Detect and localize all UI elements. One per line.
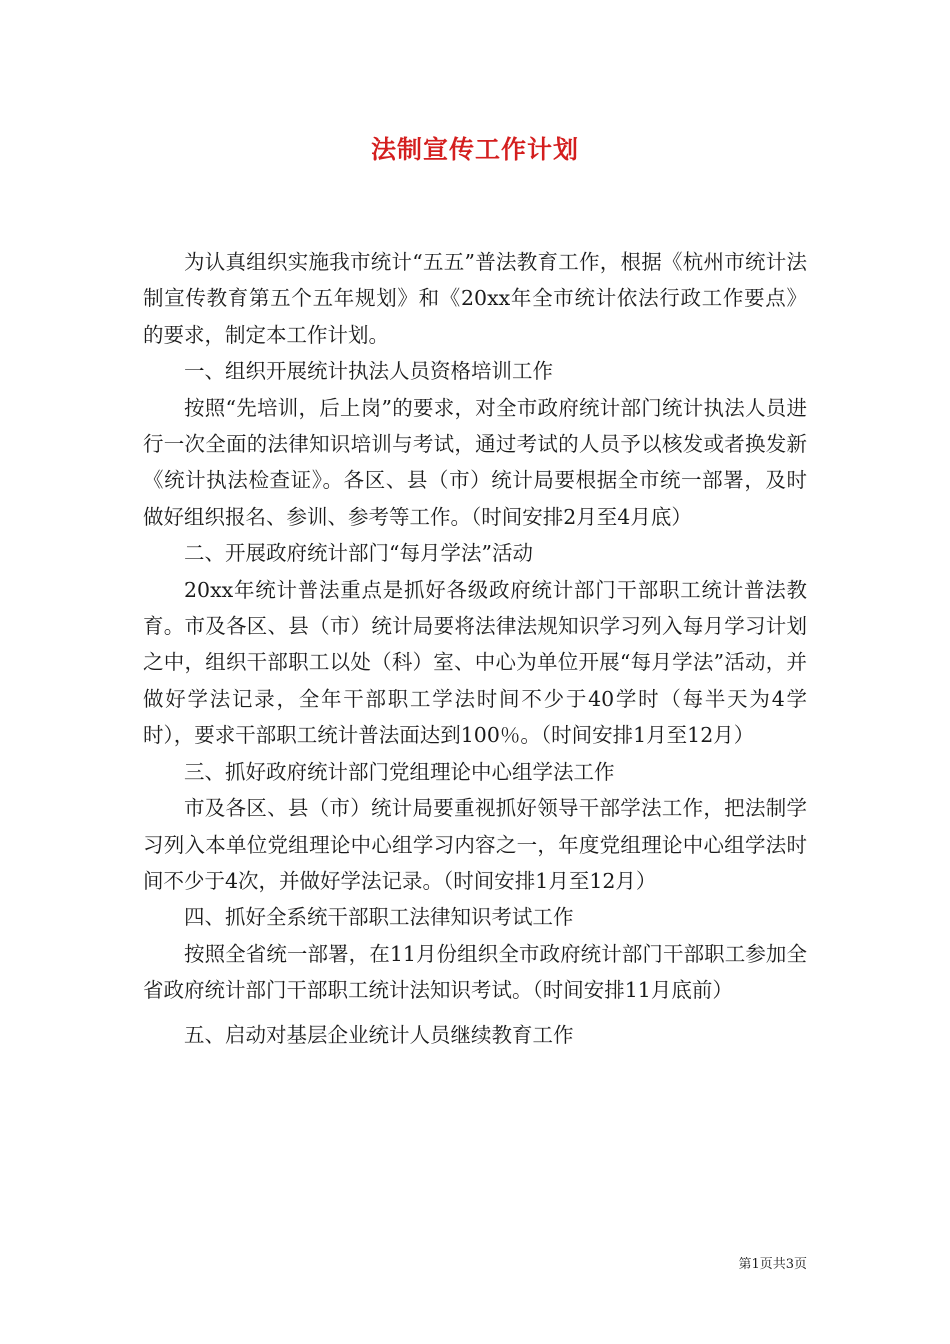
section-paragraph-3: 市及各区、县（市）统计局要重视抓好领导干部学法工作，把法制学习列入本单位党组理论中心组学习内容之一，年度党组理论中心组学法时间不少于4次，并做好学法记录。（时间安排1月至12月） [143, 796, 807, 893]
section-paragraph-1: 按照“先培训，后上岗”的要求，对全市政府统计部门统计执法人员进行一次全面的法律知识培训与考试，通过考试的人员予以核发或者换发新《统计执法检查证》。各区、县（市）统计局要根据全市统一部署，及时做好组织报名、参训、参考等工作。（时间安排2月至4月底） [143, 395, 807, 529]
section-heading-3: 三、抓好政府统计部门党组理论中心组学法工作 [184, 759, 615, 784]
section-heading-1: 一、组织开展统计执法人员资格培训工作 [184, 359, 553, 384]
intro-paragraph: 为认真组织实施我市统计“五五”普法教育工作，根据《杭州市统计法制宣传教育第五个五年规划》和《20xx年全市统计依法行政工作要点》的要求，制定本工作计划。 [143, 250, 807, 347]
document-title: 法制宣传工作计划 [370, 135, 579, 164]
section-heading-4: 四、抓好全系统干部职工法律知识考试工作 [184, 905, 574, 930]
document-body [143, 244, 807, 1053]
section-paragraph-2: 20xx年统计普法重点是抓好各级政府统计部门干部职工统计普法教育。市及各区、县（市）统计局要将法律法规知识学习列入每月学习计划之中，组织干部职工以处（科）室、中心为单位开展“每月学法”活动，并做好学法记录，全年干部职工学法时间不少于40学时（每半天为4学时），要求干部职工统计普法面达到100％。（时间安排1月至12月） [143, 577, 807, 748]
section-heading-2: 二、开展政府统计部门“每月学法”活动 [184, 541, 533, 566]
page-number-footer: 第1页共3页 [738, 1257, 807, 1272]
section-heading-5: 五、启动对基层企业统计人员继续教育工作 [184, 1022, 574, 1047]
section-paragraph-4: 按照全省统一部署，在11月份组织全市政府统计部门干部职工参加全省政府统计部门干部职工统计法知识考试。（时间安排11月底前） [143, 941, 807, 1003]
paragraph-gap [143, 1009, 807, 1017]
